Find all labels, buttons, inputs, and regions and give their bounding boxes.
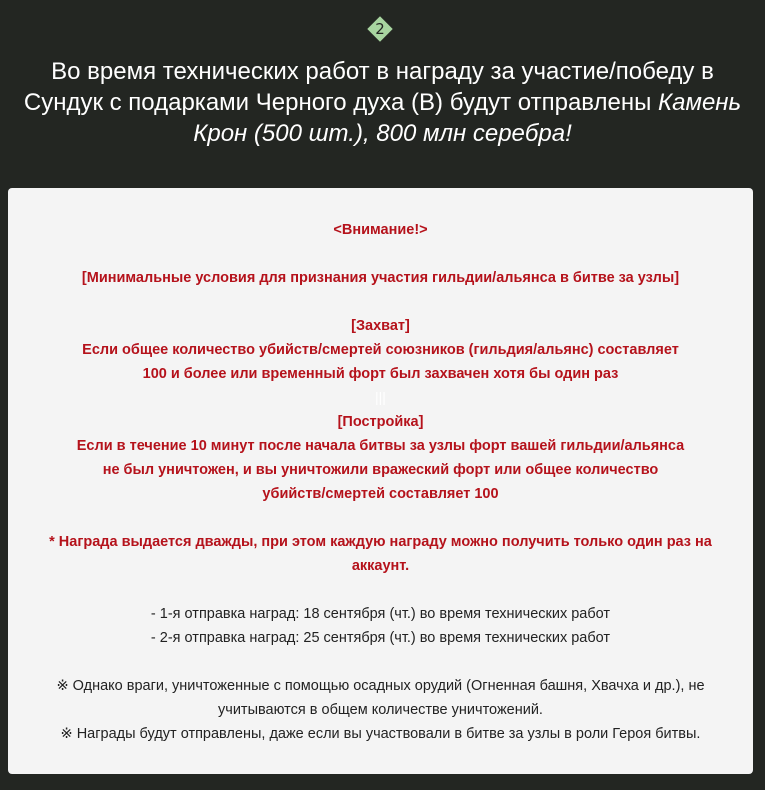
headline-text-2: Сундук с подарками Черного духа (В) будут отправлены — [23, 89, 652, 116]
build-line: убийств/смертей составляет 100 — [262, 486, 499, 502]
conditions-title: [Минимальные условия для признания участия гильдии/альянса в битве за узлы] — [81, 270, 680, 286]
build-line: не был уничтожен, и вы уничтожили вражеский форт или общее количество — [102, 462, 659, 478]
capture-title: [Захват] — [351, 318, 410, 334]
schedule-item: - 1-я отправка наград: 18 сентября (чт.) во время технических работ — [150, 606, 611, 622]
notice-card — [8, 188, 753, 774]
headline-text-1: Во время технических работ в награду за участие/победу в — [51, 58, 714, 85]
reward-note-line: аккаунт. — [351, 558, 410, 574]
reward-headline — [20, 56, 745, 149]
footnote-line: учитываются в общем количестве уничтожений. — [218, 702, 543, 718]
step-number-badge — [368, 17, 392, 41]
build-title: [Постройка] — [337, 414, 424, 430]
step-number: 2 — [375, 20, 385, 38]
schedule-item: - 2-я отправка наград: 25 сентября (чт.) во время технических работ — [150, 630, 611, 646]
footnote-line: ※ Награды будут отправлены, даже если вы участвовали в битве за узлы в роли Героя битвы. — [60, 726, 701, 742]
capture-line: Если общее количество убийств/смертей союзников (гильдия/альянс) составляет — [82, 342, 679, 358]
attention-label: <Внимание!> — [333, 222, 428, 238]
headline-italic-2: Крон (500 шт.), 800 млн серебра! — [193, 120, 572, 147]
reward-note-line: * Награда выдается дважды, при этом каждую награду можно получить только один раз на — [49, 534, 712, 550]
headline-italic-1: Камень — [658, 89, 742, 116]
footnote-line: ※ Однако враги, уничтоженные с помощью осадных орудий (Огненная башня, Хвачха и др.), не — [56, 678, 705, 694]
capture-line: 100 и более или временный форт был захвачен хотя бы один раз — [142, 366, 619, 382]
section-header — [0, 0, 765, 60]
separator-glyph: ||| — [375, 389, 386, 405]
build-line: Если в течение 10 минут после начала битвы за узлы форт вашей гильдии/альянса — [76, 438, 685, 454]
